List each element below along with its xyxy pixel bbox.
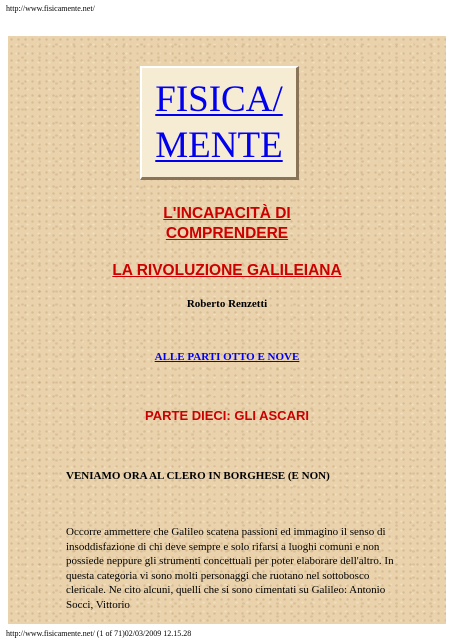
page-content xyxy=(8,36,446,624)
logo-line-2: MENTE xyxy=(155,125,283,166)
subheading: VENIAMO ORA AL CLERO IN BORGHESE (E NON) xyxy=(66,470,330,482)
article-title-line-1: L'INCAPACITÀ DI xyxy=(163,205,291,222)
article-title-line-2: COMPRENDERE xyxy=(165,225,289,242)
site-logo-link[interactable] xyxy=(140,66,299,180)
section-title: PARTE DIECI: GLI ASCARI xyxy=(145,408,309,423)
browser-header-url: http://www.fisicamente.net/ xyxy=(6,4,95,13)
link-previous-parts[interactable]: ALLE PARTI OTTO E NOVE xyxy=(154,351,300,363)
article-title-line-3: LA RIVOLUZIONE GALILEIANA xyxy=(112,262,342,279)
body-paragraph: Occorre ammettere che Galileo scatena passioni ed immagino il senso di insoddisfazione di chi deve sempre e solo rifarsi a luoghi comuni e non possiede neppure gli strumenti concettuali per poter elaborare dell'altro. In questa categoria vi sono molti personaggi che ruotano nel sottobosco clericale. Ne cito alcuni, quelli che si sono cimentati su Galileo: Antonio Socci, Vittorio xyxy=(66,526,394,611)
browser-footer-info: http://www.fisicamente.net/ (1 of 71)02/03/2009 12.15.28 xyxy=(6,629,192,638)
author-name: Roberto Renzetti xyxy=(186,298,268,310)
logo-line-1: FISICA/ xyxy=(155,79,283,120)
